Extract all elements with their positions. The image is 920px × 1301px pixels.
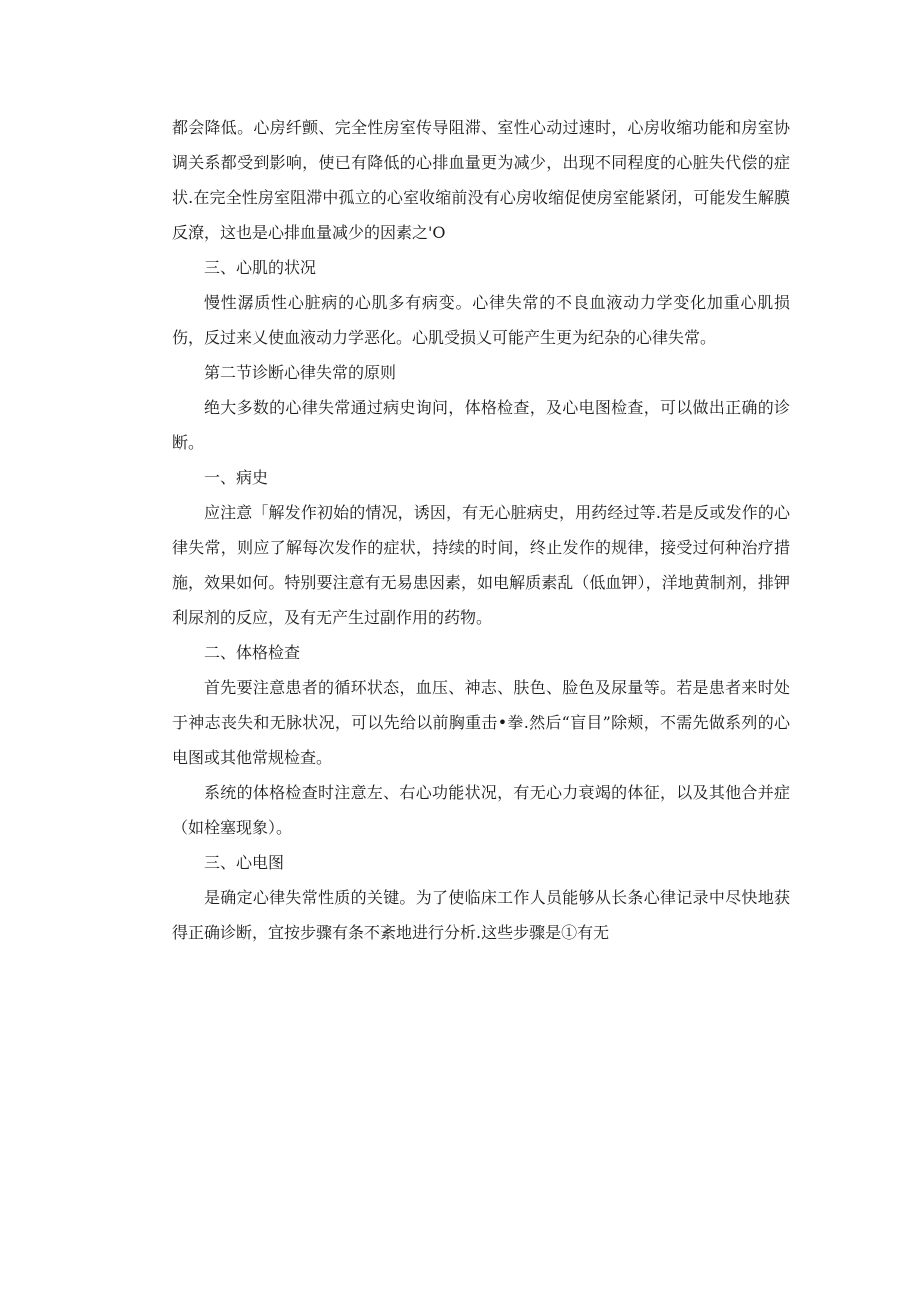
paragraph-diagnosis-intro: 绝大多数的心律失常通过病史询问，体格检查，及心电图检查，可以做出正确的诊断。 [172, 398, 790, 452]
paragraph-history: 应注意「解发作初始的情况，诱因，有无心脏病史，用药经过等.若是反或发作的心律失常，则应了解每次发作的症状，持续的时间，终止发作的规律，接受过何种治疗措施，效果如何。特别要注意有无易患因素，如电解质素乱（低血钾），洋地黄制剂，排钾利尿剂的反应，及有无产生过副作用的药物。 [172, 503, 790, 627]
document-body [172, 110, 790, 950]
heading-physical-exam: 二、体格检查 [204, 643, 301, 662]
paragraph-systematic-exam: 系统的体格检查时注意左、右心功能状况，有无心力衰竭的体征，以及其他合并症（如栓塞现象）。 [172, 783, 790, 837]
paragraph-physical-exam: 首先要注意患者的循环状态，血压、神志、肤色、脸色及尿量等。若是患者来时处于神志丧失和无脉状况，可以先给以前胸重击•拳.然后“盲目”除颊，不需先做系列的心电图或其他常规检查。 [172, 678, 790, 767]
heading-history: 一、病史 [204, 468, 269, 487]
paragraph-cardiac-output: 都会降低。心房纤颤、完全性房室传导阻滞、室性心动过速时，心房收缩功能和房室协调关系都受到影响，使已有降低的心排血量更为减少，出现不同程度的心脏失代偿的症状.在完全性房室阻滞中孤立的心室收缩前没有心房收缩促使房室能紧闭，可能发生解膜反潦，这也是心排血量减少的因素之'O [172, 118, 790, 242]
paragraph-ecg: 是确定心律失常性质的关键。为了使临床工作人员能够从长条心律记录中尽快地获得正确诊断，宜按步骤有条不紊地进行分析.这些步骤是①有无 [172, 888, 790, 942]
heading-myocardium-status: 三、心肌的状况 [204, 258, 317, 277]
heading-ecg: 三、心电图 [204, 853, 285, 872]
paragraph-myocardium: 慢性潺质性心脏病的心肌多有病变。心律失常的不良血液动力学变化加重心肌损伤，反过来乂使血液动力学恶化。心肌受损乂可能产生更为纪杂的心律失常。 [172, 293, 790, 347]
heading-section-two: 第二节诊断心律失常的原则 [204, 363, 397, 382]
